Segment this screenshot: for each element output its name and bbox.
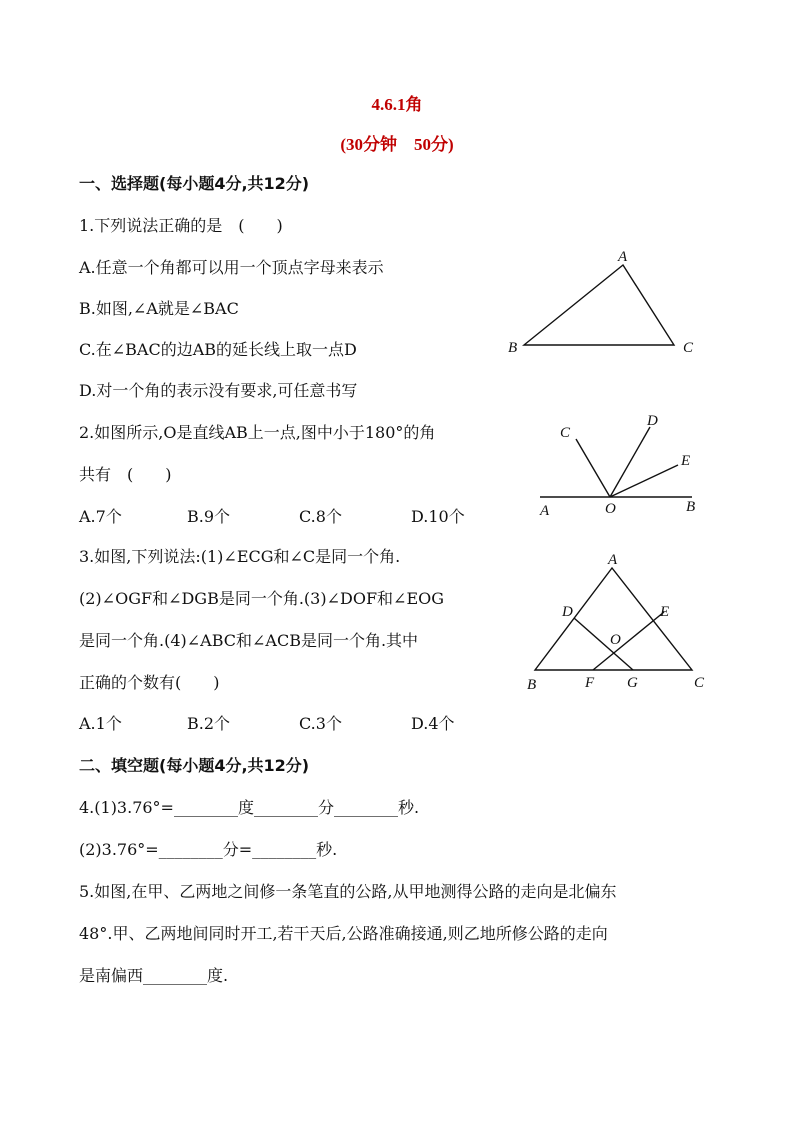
q1-option-b: B.如图,∠A就是∠BAC (79, 299, 239, 318)
q3-fig-label-e: E (660, 604, 670, 620)
q2-fig-label-e: E (681, 453, 691, 469)
page-title: 4.6.1角 (371, 95, 423, 114)
q3-option-a: A.1个 (79, 714, 122, 733)
q1-fig-label-b: B (508, 340, 518, 356)
q3-option-c: C.3个 (299, 714, 342, 733)
q2-stem-line2: 共有 ( ) (79, 465, 172, 484)
q3-fig-label-a: A (608, 552, 618, 568)
q1-option-c: C.在∠BAC的边AB的延长线上取一点D (79, 340, 357, 359)
page-subtitle: (30分钟 50分) (340, 135, 454, 154)
q3-line1: 3.如图,下列说法:(1)∠ECG和∠C是同一个角. (79, 547, 401, 566)
q3-line2: (2)∠OGF和∠DGB是同一个角.(3)∠DOF和∠EOG (79, 589, 445, 608)
q3-line4: 正确的个数有( ) (79, 673, 220, 692)
q1-option-d: D.对一个角的表示没有要求,可任意书写 (79, 381, 358, 400)
q1-option-a: A.任意一个角都可以用一个顶点字母来表示 (79, 258, 384, 277)
q2-fig-label-a: A (540, 503, 550, 519)
q3-option-d: D.4个 (411, 714, 455, 733)
q3-fig-label-b: B (527, 677, 537, 693)
q3-fig-label-o: O (610, 632, 621, 648)
q2-option-c: C.8个 (299, 507, 342, 526)
q1-figure-triangle (500, 245, 700, 355)
q3-option-b: B.2个 (187, 714, 231, 733)
q2-fig-label-o: O (605, 501, 616, 517)
q4-line2: (2)3.76°=________分=________秒. (79, 840, 338, 859)
q3-fig-label-g: G (627, 675, 638, 691)
q2-fig-label-d: D (647, 413, 658, 429)
section-heading-fill: 二、填空题(每小题4分,共12分) (79, 756, 310, 775)
q2-figure-rays (530, 405, 730, 519)
q2-option-d: D.10个 (411, 507, 465, 526)
q2-stem-line1: 2.如图所示,O是直线AB上一点,图中小于180°的角 (79, 423, 436, 442)
q1-stem: 1.下列说法正确的是 ( ) (79, 216, 283, 235)
q2-option-b: B.9个 (187, 507, 231, 526)
q2-fig-label-b: B (686, 499, 696, 515)
q1-fig-label-a: A (618, 249, 628, 265)
q3-fig-label-d: D (562, 604, 573, 620)
q5-line2: 48°.甲、乙两地间同时开工,若干天后,公路准确接通,则乙地所修公路的走向 (79, 924, 608, 943)
q5-line3: 是南偏西________度. (79, 966, 229, 985)
q3-line3: 是同一个角.(4)∠ABC和∠ACB是同一个角.其中 (79, 631, 419, 650)
q2-fig-label-c: C (560, 425, 571, 441)
q3-fig-label-f: F (585, 675, 595, 691)
q5-line1: 5.如图,在甲、乙两地之间修一条笔直的公路,从甲地测得公路的走向是北偏东 (79, 882, 617, 901)
q3-fig-label-c: C (694, 675, 705, 691)
section-heading-choice: 一、选择题(每小题4分,共12分) (79, 174, 310, 193)
q4-line1: 4.(1)3.76°=________度________分________秒. (79, 798, 420, 817)
q2-option-a: A.7个 (79, 507, 122, 526)
q1-fig-label-c: C (683, 340, 694, 356)
q3-figure-triangle (520, 548, 730, 698)
